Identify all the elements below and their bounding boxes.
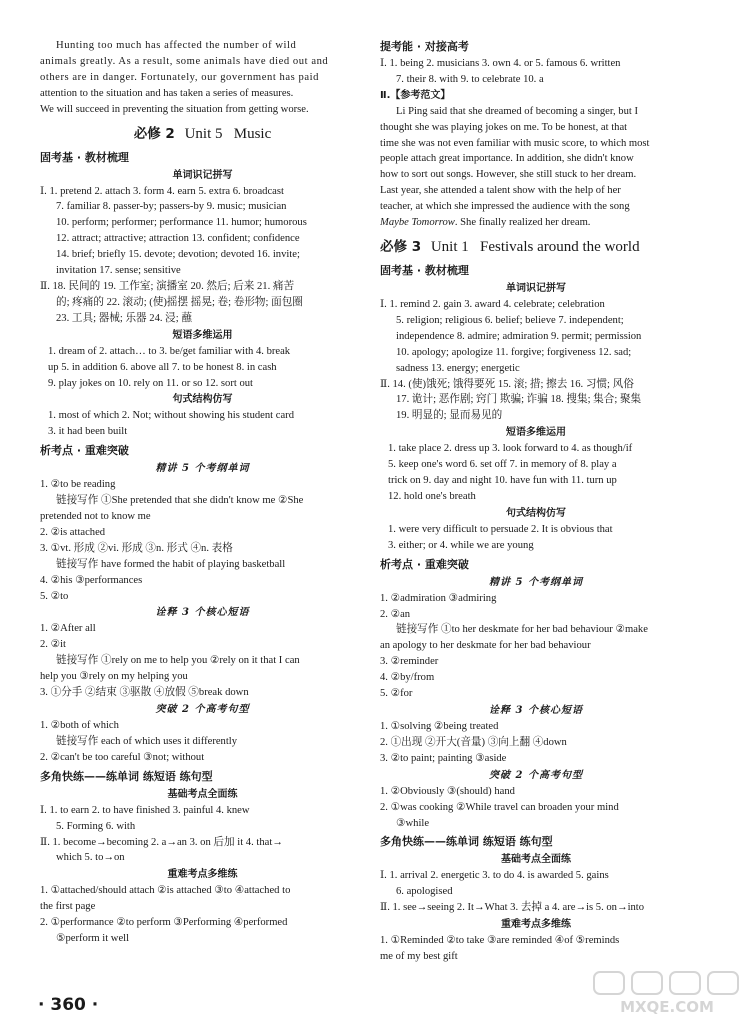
vocab-line: Ⅰ. 1. remind 2. gain 3. award 4. celebrate; celebration <box>380 298 605 310</box>
answer-line: 2. ①出现 ②开大(音量) ③向上翻 ④down <box>380 736 567 748</box>
subsection-heading: 句式结构仿写 <box>506 507 566 519</box>
vocab-line: 10. perform; performer; performance 11. humor; humorous <box>56 217 307 229</box>
answer-line: 5. Forming 6. with <box>56 820 136 832</box>
intro-line: animals greatly. As a result, some animals have died out and <box>40 55 329 67</box>
answer-line: 1. ①attached/should attach ②is attached ③to ④attached to <box>40 885 291 897</box>
right-column <box>380 38 692 965</box>
answer-line: 2. ②it <box>40 639 66 651</box>
answer-line: 7. their 8. with 9. to celebrate 10. a <box>396 73 544 85</box>
page-number: · 360 · <box>38 995 99 1015</box>
answer-line: 2. ①performance ②to perform ③Performing ④performed <box>40 917 288 929</box>
section-heading: 多角快练——练单词 练短语 练句型 <box>40 769 213 783</box>
left-column <box>40 38 365 947</box>
subsection-heading: 突破 2 个高考句型 <box>489 769 583 781</box>
subsection-heading: 突破 2 个高考句型 <box>155 704 250 715</box>
answer-line: an apology to her deskmate for her bad behaviour <box>380 640 591 652</box>
answer-line: 1. ②to be reading <box>40 479 116 491</box>
subsection-heading: 精讲 5 个考纲单词 <box>155 463 250 475</box>
answer-line: pretended not to know me <box>40 511 151 523</box>
answer-line: 2. ②can't be too careful ③not; without <box>40 751 205 763</box>
watermark-logo <box>592 970 742 1016</box>
vocab-line: 23. 工具; 器械; 乐器 24. 浸; 蘸 <box>56 312 192 324</box>
intro-line: Hunting too much has affected the number of wild <box>56 40 297 51</box>
answer-line: 4. ②by/from <box>380 672 435 684</box>
answer-line: 链接写作 ①to her deskmate for her bad behaviour ②make <box>396 624 648 636</box>
phrase-line: 1. dream of 2. attach… to 3. be/get familiar with 4. break <box>48 345 291 357</box>
essay-end: . She finally realized her dream. <box>454 217 591 229</box>
vocab-line: Ⅱ. 18. 民间的 19. 工作室; 演播室 20. 然后; 后来 21. 痛苦 <box>40 280 295 292</box>
answer-line: 4. ②his ③performances <box>40 574 143 586</box>
sentence-line: 1. most of which 2. Not; without showing his student card <box>48 410 294 422</box>
answer-line: ③while <box>396 817 430 829</box>
vocab-line: sadness 13. energy; energetic <box>396 362 520 374</box>
answer-line: 2. ②is attached <box>40 526 106 538</box>
vocab-line: 7. familiar 8. passer-by; passers-by 9. music; musician <box>56 201 287 213</box>
answer-line: the first page <box>40 901 96 913</box>
vocab-line: 12. attract; attractive; attraction 13. confident; confidence <box>56 233 300 245</box>
model-essay-label: Ⅱ.【参考范文】 <box>380 89 451 101</box>
answer-line: 1. ①Reminded ②to take ③are reminded ④of ⑤reminds <box>380 935 620 947</box>
section-heading: 多角快练——练单词 练短语 练句型 <box>380 835 553 849</box>
answer-line: Ⅰ. 1. being 2. musicians 3. own 4. or 5. famous 6. written <box>380 58 621 69</box>
answer-line: 2. ①was cooking ②While travel can broaden your mind <box>380 801 619 813</box>
unit-title-cn: 必修 2 <box>133 125 175 142</box>
vocab-line: 19. 明显的; 显而易见的 <box>396 410 503 422</box>
subsection-heading: 句式结构仿写 <box>172 394 233 406</box>
unit-title <box>380 236 692 258</box>
answer-line: 1. ②After all <box>40 623 96 635</box>
subsection-heading: 重难考点多维练 <box>167 869 238 881</box>
subsection-heading: 单词识记拼写 <box>172 169 233 181</box>
song-title: Maybe Tomorrow <box>380 217 455 229</box>
unit-title-cn: 必修 3 <box>380 238 422 255</box>
answer-line: 1. ②both of which <box>40 720 119 731</box>
intro-line: attention to the situation and has taken a series of measures. <box>40 87 294 99</box>
vocab-line: Ⅰ. 1. pretend 2. attach 3. form 4. earn 5. extra 6. broadcast <box>40 185 284 197</box>
subsection-heading: 基础考点全面练 <box>167 788 238 800</box>
answer-line: 2. ②an <box>380 608 411 620</box>
answer-line: help you ③rely on my helping you <box>40 671 188 683</box>
vocab-line: 17. 诡计; 恶作剧; 窍门 欺骗; 诈骗 18. 搜集; 集合; 聚集 <box>396 394 642 406</box>
essay-line: teacher, at which she impressed the audience with the song <box>380 201 630 213</box>
subsection-heading: 单词识记拼写 <box>506 282 566 294</box>
watermark-text: MXQE.COM <box>620 998 714 1016</box>
answer-line: 3. ①分手 ②结束 ③驱散 ④放假 ⑤break down <box>40 687 249 699</box>
answer-line: 1. ②Obviously ③(should) hand <box>380 785 515 797</box>
answer-line: 链接写作 each of which uses it differently <box>56 735 238 747</box>
answer-line: Ⅰ. 1. to earn 2. to have finished 3. painful 4. knew <box>40 804 250 816</box>
section-heading: 提考能 · 对接高考 <box>380 40 469 53</box>
subsection-heading: 基础考点全面练 <box>501 854 571 866</box>
vocab-line: independence 8. admire; admiration 9. permit; permission <box>396 330 642 342</box>
answer-line: 5. ②to <box>40 590 69 602</box>
essay-line <box>380 215 692 231</box>
answer-line: 6. apologised <box>396 886 453 898</box>
unit-title-en: Unit 5 Music <box>184 125 272 142</box>
intro-line: We will succeed in preventing the situation from getting worse. <box>40 103 309 115</box>
section-heading: 固考基 · 教材梳理 <box>40 150 129 164</box>
intro-line: others are in danger. Fortunately, our government has paid <box>40 71 319 83</box>
answer-line: 链接写作 ①She pretended that she didn't know me ②She <box>56 495 304 507</box>
answer-line: ⑤perform it well <box>56 933 130 945</box>
answer-line: 3. ②to paint; painting ③aside <box>380 752 507 764</box>
phrase-line: 5. keep one's word 6. set off 7. in memory of 8. play a <box>388 459 617 471</box>
answer-line: 5. ②for <box>380 688 413 700</box>
sentence-line: 3. it had been built <box>48 426 128 438</box>
vocab-line: Ⅱ. 14. (使)饿死; 饿得要死 15. 滚; 措; 擦去 16. 习惯; 风俗 <box>380 378 634 390</box>
phrase-line: 1. take place 2. dress up 3. look forward to 4. as though/if <box>388 443 633 455</box>
subsection-heading: 诠释 3 个核心短语 <box>489 705 583 716</box>
answer-line: 1. ②admiration ③admiring <box>380 592 497 604</box>
phrase-line: 12. hold one's breath <box>388 490 476 502</box>
section-heading: 析考点 · 重难突破 <box>380 557 469 571</box>
essay-line: time she was not even familiar with music score, to which most <box>380 137 650 149</box>
subsection-heading: 诠释 3 个核心短语 <box>155 607 250 619</box>
section-heading: 析考点 · 重难突破 <box>40 444 129 458</box>
answer-line: Ⅱ. 1. see→seeing 2. It→What 3. 去掉 a 4. are→is 5. on→into <box>380 902 645 914</box>
essay-line: thought she was playing jokes on me. To be honest, at that <box>380 121 628 133</box>
unit-title-en: Unit 1 Festivals around the world <box>430 238 640 255</box>
answer-line: which 5. to→on <box>56 852 125 864</box>
answer-line: 3. ②reminder <box>380 656 439 668</box>
answer-line: 3. ①vt. 形成 ②vi. 形成 ③n. 形式 ④n. 表格 <box>40 542 233 554</box>
essay-line: people attach great importance. In addition, she didn't know <box>380 153 634 165</box>
vocab-line: 10. apology; apologize 11. forgive; forgiveness 12. sad; <box>396 346 632 358</box>
answer-line: 1. ①solving ②being treated <box>380 721 499 732</box>
subsection-heading: 短语多维运用 <box>172 329 233 341</box>
unit-title <box>40 123 365 145</box>
answer-line: Ⅱ. 1. become→becoming 2. a→an 3. on 后加 it 4. that→ <box>40 836 283 848</box>
answer-line: 链接写作 have formed the habit of playing basketball <box>56 558 286 570</box>
answer-line: me of my best gift <box>380 951 458 963</box>
essay-line: how to sort out songs. However, she still stuck to her dream. <box>380 169 637 181</box>
sentence-line: 1. were very difficult to persuade 2. It is obvious that <box>388 523 613 535</box>
vocab-line: 14. brief; briefly 15. devote; devotion; devoted 16. invite; <box>56 249 300 261</box>
phrase-line: up 5. in addition 6. above all 7. to be honest 8. in cash <box>48 361 277 373</box>
phrase-line: trick on 9. day and night 10. have fun with 11. turn up <box>388 475 617 487</box>
section-heading: 固考基 · 教材梳理 <box>380 263 469 277</box>
sentence-line: 3. either; or 4. while we are young <box>388 539 534 551</box>
essay-line: Li Ping said that she dreamed of becoming a singer, but I <box>396 105 638 117</box>
vocab-line: 5. religion; religious 6. belief; believe 7. independent; <box>396 314 624 326</box>
answer-line: Ⅰ. 1. arrival 2. energetic 3. to do 4. is awarded 5. gains <box>380 870 609 882</box>
subsection-heading: 重难考点多维练 <box>501 919 571 931</box>
vocab-line: 的; 疼痛的 22. 滚动; (使)摇摆 摇晃; 卷; 卷形物; 面包圈 <box>56 296 303 308</box>
essay-line: Last year, she attended a talent show with the help of her <box>380 185 621 197</box>
phrase-line: 9. play jokes on 10. rely on 11. or so 12. sort out <box>48 377 253 389</box>
subsection-heading: 短语多维运用 <box>506 427 566 439</box>
answer-line: 链接写作 ①rely on me to help you ②rely on it that I can <box>56 655 300 667</box>
subsection-heading: 精讲 5 个考纲单词 <box>489 576 583 588</box>
vocab-line: invitation 17. sense; sensitive <box>56 265 181 277</box>
